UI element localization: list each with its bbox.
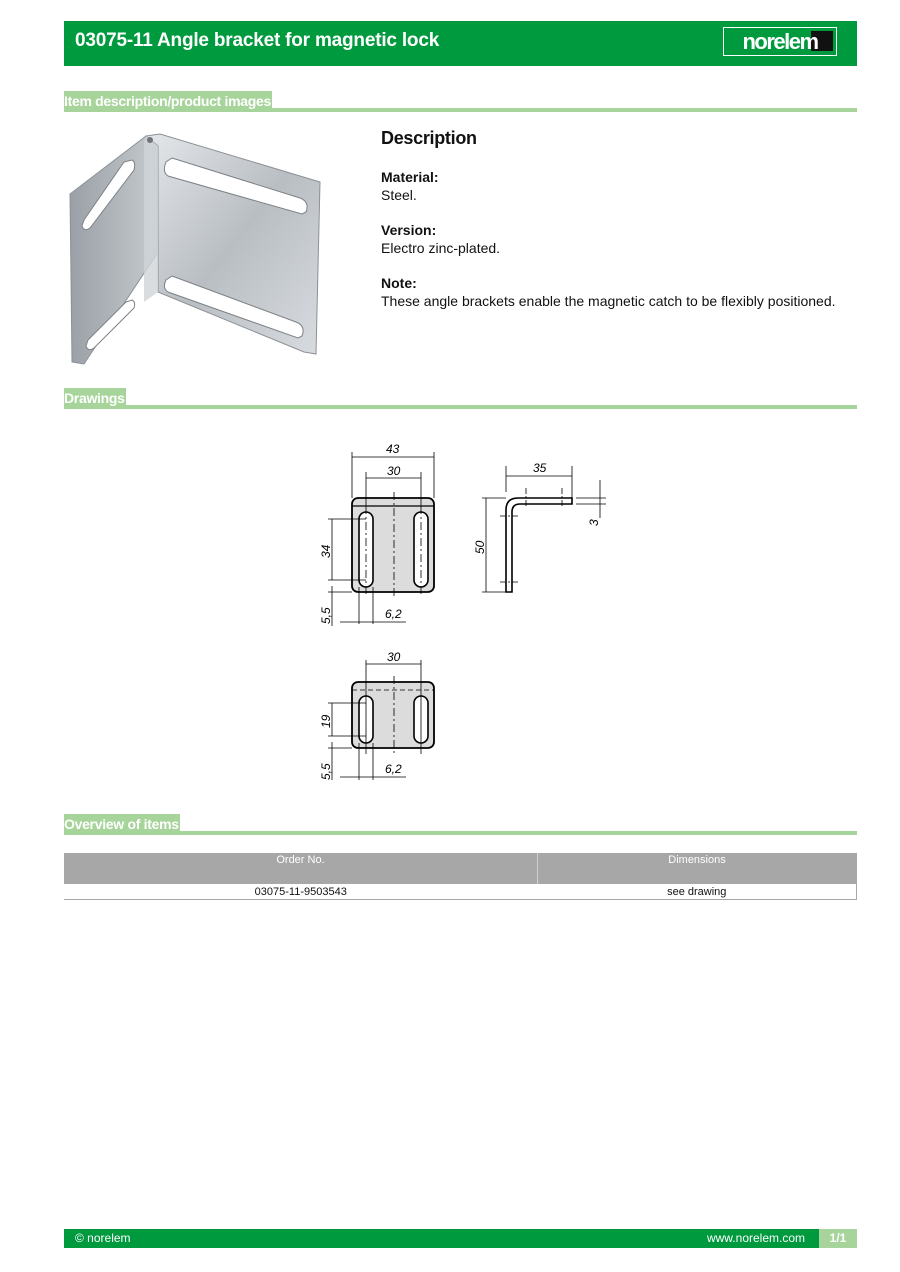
footer-website-link[interactable]: www.norelem.com xyxy=(706,1231,805,1245)
norelem-logo xyxy=(723,27,837,56)
column-header-order-no: Order No. xyxy=(64,853,538,884)
dim-30-bottom-label: 30 xyxy=(387,650,401,664)
dim-43-label: 43 xyxy=(386,442,400,456)
section-title: Overview of items xyxy=(64,814,180,835)
section-divider xyxy=(64,405,857,409)
dim-62-bottom-label: 6,2 xyxy=(385,762,402,776)
dimensions-cell: see drawing xyxy=(538,884,857,900)
section-drawings xyxy=(64,388,857,409)
page-footer xyxy=(64,1229,857,1248)
dim-30-top-label: 30 xyxy=(387,464,401,478)
dim-35-label: 35 xyxy=(533,461,547,475)
material-value: Steel. xyxy=(381,187,417,203)
version-label: Version: xyxy=(381,222,437,238)
page-title: 03075-11 Angle bracket for magnetic lock xyxy=(75,30,440,51)
material-label: Material: xyxy=(381,169,439,185)
page-header xyxy=(64,21,857,66)
section-overview xyxy=(64,814,857,835)
side-view xyxy=(506,498,572,592)
dim-62-top-label: 6,2 xyxy=(385,607,402,621)
dim-19-label: 19 xyxy=(319,714,333,728)
description-title: Description xyxy=(381,128,477,148)
note-label: Note: xyxy=(381,275,417,291)
product-image xyxy=(64,132,326,368)
section-title: Item description/product images xyxy=(64,91,272,112)
items-table xyxy=(64,853,857,900)
section-title: Drawings xyxy=(64,388,126,409)
page-number: 1/1 xyxy=(819,1229,857,1248)
note-value: These angle brackets enable the magnetic catch to be flexibly positioned. xyxy=(381,293,836,309)
column-header-dimensions: Dimensions xyxy=(538,853,857,884)
table-row xyxy=(64,884,857,900)
dim-50-label: 50 xyxy=(473,540,487,554)
description-block xyxy=(381,128,851,327)
section-item-description xyxy=(64,91,857,112)
section-divider xyxy=(64,831,857,835)
dim-55-bottom-label: 5,5 xyxy=(319,763,333,780)
order-number-cell: 03075-11-9503543 xyxy=(64,884,538,900)
logo-text: norelem xyxy=(742,29,818,54)
version-value: Electro zinc-plated. xyxy=(381,240,501,256)
table-header-row xyxy=(64,853,857,884)
dim-55-top-label: 5,5 xyxy=(319,607,333,624)
dim-3-label: 3 xyxy=(587,519,601,526)
technical-drawing xyxy=(310,436,620,786)
dim-34-label: 34 xyxy=(319,544,333,558)
footer-copyright: © norelem xyxy=(75,1231,131,1245)
